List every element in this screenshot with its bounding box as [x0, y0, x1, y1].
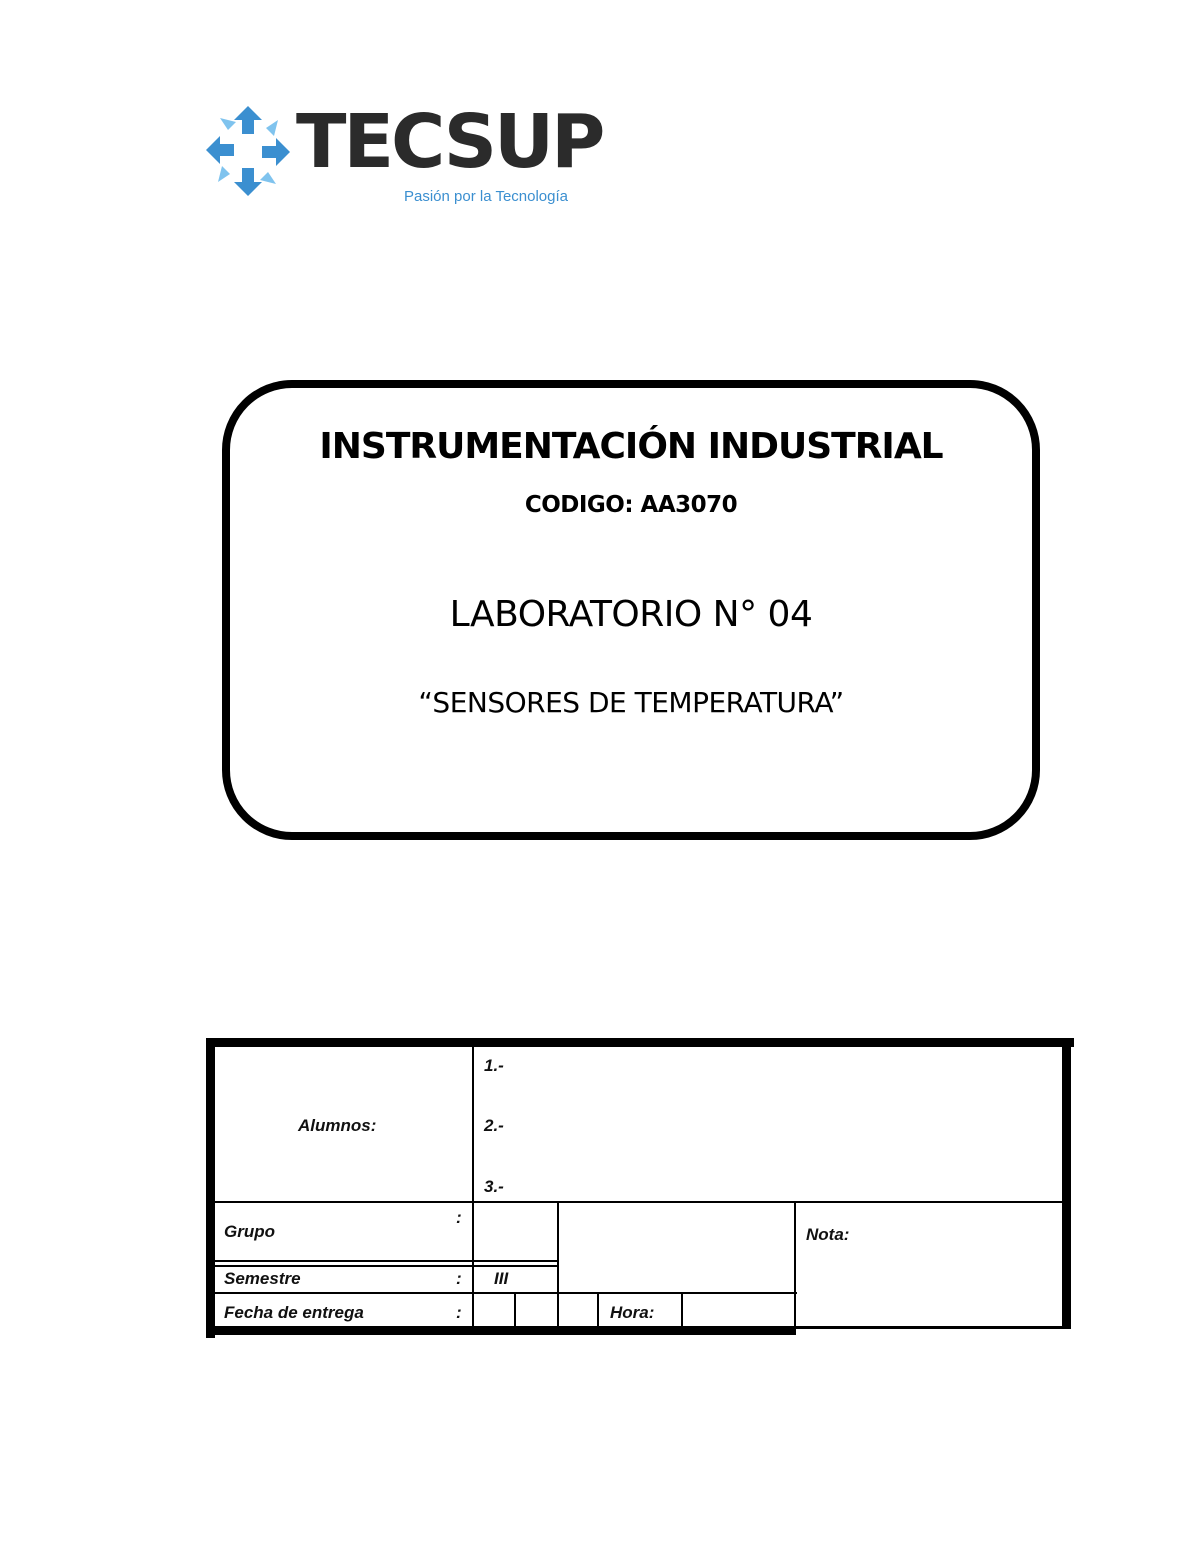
form-border-right: [1062, 1038, 1071, 1328]
fecha-label: Fecha de entrega: [224, 1303, 364, 1322]
grupo-colon: :: [456, 1208, 462, 1227]
semestre-colon: :: [456, 1269, 462, 1288]
form-col-line: [794, 1201, 796, 1328]
title-box: [222, 380, 1040, 840]
form-border-left: [206, 1038, 215, 1338]
lab-topic: “SENSORES DE TEMPERATURA”: [418, 686, 844, 719]
form-border-bottom-right: [794, 1326, 1071, 1329]
nota-label: Nota:: [806, 1225, 850, 1244]
form-col-line: [514, 1294, 516, 1328]
alumno-2-field[interactable]: 2.-: [484, 1116, 504, 1135]
form-col-line: [597, 1294, 599, 1328]
form-col-line: [681, 1294, 683, 1328]
course-title: INSTRUMENTACIÓN INDUSTRIAL: [319, 426, 943, 467]
form-divider-alumnos: [472, 1047, 474, 1328]
alumno-1-field[interactable]: 1.-: [484, 1056, 504, 1075]
tecsup-logo: [200, 99, 603, 210]
alumno-3-field[interactable]: 3.-: [484, 1177, 504, 1196]
course-code: CODIGO: AA3070: [524, 492, 738, 518]
form-row-line: [215, 1265, 557, 1267]
student-info-form: [206, 1038, 1074, 1338]
grupo-label: Grupo: [224, 1222, 275, 1241]
semestre-label: Semestre: [224, 1269, 301, 1288]
form-row-line: [215, 1260, 557, 1262]
form-row-line: [215, 1292, 797, 1294]
form-border-top: [206, 1038, 1074, 1047]
logo-tagline: Pasión por la Tecnología: [404, 188, 569, 205]
form-row-line: [215, 1201, 1062, 1203]
form-col-line: [557, 1201, 559, 1328]
fecha-colon: :: [456, 1303, 462, 1322]
hora-label: Hora:: [610, 1303, 655, 1322]
logo-wordmark: TECSUP: [296, 99, 603, 185]
form-border-bottom-left: [206, 1326, 796, 1335]
semestre-value: III: [494, 1269, 509, 1288]
alumnos-label: Alumnos:: [298, 1116, 377, 1135]
tecsup-emblem-icon: [200, 100, 296, 200]
lab-number: LABORATORIO N° 04: [449, 594, 813, 635]
